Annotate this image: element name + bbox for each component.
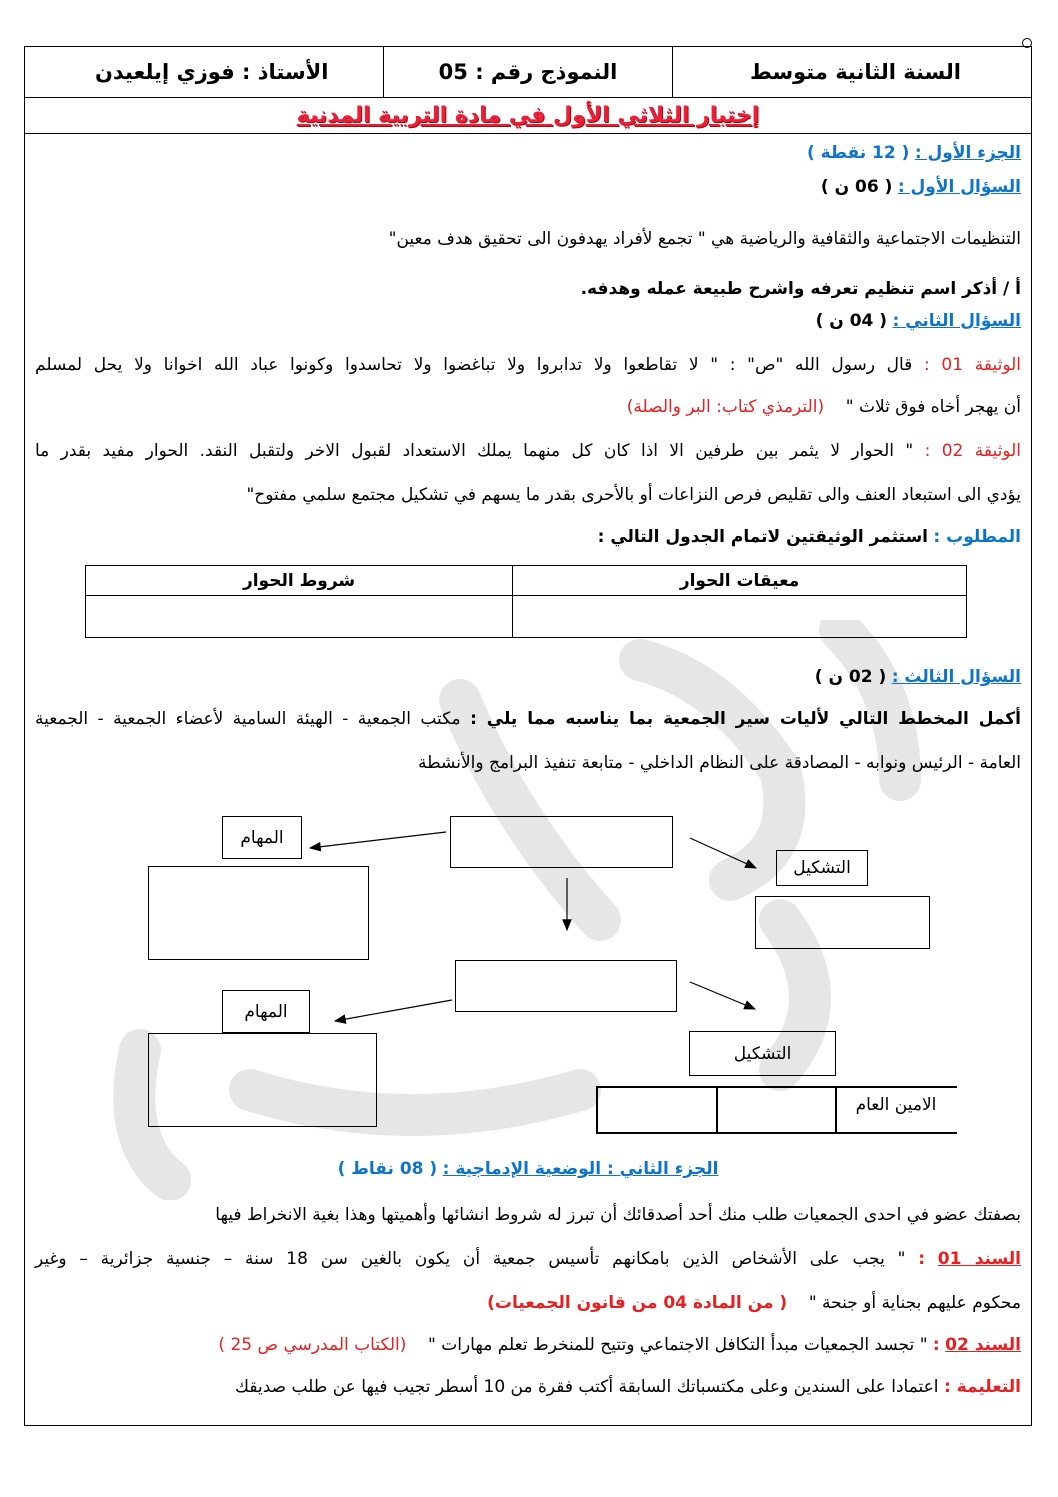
- q3-heading: السؤال الثالث :: [891, 667, 1021, 687]
- q3-points: ( 02 ن ): [814, 667, 887, 687]
- s2-label: السند 02: [945, 1335, 1021, 1355]
- doc1-label: الوثيقة 01 :: [924, 355, 1022, 375]
- teacher-cell: الأستاذ : فوزي إيلعيدن: [95, 60, 329, 84]
- diagram-tasks-label-2: المهام: [222, 990, 310, 1033]
- model-cell: النموذج رقم : 05: [383, 47, 672, 97]
- diagram-tasks-label-1: المهام: [222, 816, 302, 859]
- diagram-formation-label-2: التشكيل: [689, 1031, 836, 1076]
- s1-line1: السند 01 : " يجب على الأشخاص الذين بامكانهم تأسيس جمعية أن يكون بالغين سن 18 سنة – جنسية جزائرية – وغير: [35, 1249, 1021, 1269]
- instruction-label: التعليمة :: [943, 1377, 1021, 1397]
- doc2-text1: " الحوار لا يثمر بين طرفين الا اذا كان كل منهما يملك الاستعداد لقبول الاخر ولتقبل النقد. الحوار مفيد بقدر ما: [35, 441, 914, 461]
- doc1-text1: قال رسول الله "ص" : " لا تقاطعوا ولا تدابروا ولا تباغضوا ولا تحاسدوا وكونوا عباد الله اخوانا ولا يحل لمسلم: [35, 355, 913, 375]
- doc2-label: الوثيقة 02 :: [924, 441, 1021, 461]
- requirement-text: استثمر الوثيقتين لاتمام الجدول التالي :: [597, 527, 929, 547]
- q1-points: ( 06 ن ): [820, 177, 893, 197]
- arrow-top-to-tasks: [310, 832, 446, 848]
- secretary-general-label: الامين العام: [855, 1095, 937, 1115]
- instruction-text: اعتمادا على السندين وعلى مكتسباتك السابقة أكتب فقرة من 10 أسطر تجيب فيها عن طلب صديقك: [235, 1377, 939, 1397]
- q1-task: أ / أذكر اسم تنظيم تعرفه واشرح طبيعة عمله وهدفه.: [580, 279, 1021, 299]
- table-header-obstacles: معيقات الحوار: [513, 566, 967, 596]
- part1-heading: الجزء الأول :: [914, 143, 1021, 163]
- q3-task: أكمل المخطط التالي لأليات سير الجمعية بما يناسبه مما يلي :: [470, 709, 1022, 729]
- part1-points: ( 12 نقطة ): [806, 143, 910, 163]
- q2-points: ( 04 ن ): [815, 311, 888, 331]
- s1-text1: " يجب على الأشخاص الذين بامكانهم تأسيس جمعية أن يكون بالغين سن 18 سنة – جنسية جزائرية – وغير: [35, 1249, 906, 1269]
- q1-text: التنظيمات الاجتماعية والثقافية والرياضية هي " تجمع لأفراد يهدفون الى تحقيق هدف معين": [388, 229, 1021, 249]
- q1-heading: السؤال الأول :: [897, 177, 1021, 197]
- s2-source: (الكتاب المدرسي ص 25 ): [218, 1335, 407, 1355]
- doc1-source: (الترمذي كتاب: البر والصلة): [626, 397, 825, 417]
- s1-source: ( من المادة 04 من قانون الجمعيات): [487, 1293, 788, 1313]
- level-cell: السنة الثانية متوسط: [672, 47, 1031, 97]
- arrow-middle-to-tasks: [335, 1000, 452, 1021]
- s2-text: " تجسد الجمعيات مبدأ التكافل الاجتماعي وتتيح للمنخرط تعلم مهارات ": [428, 1335, 928, 1355]
- requirement-label: المطلوب :: [933, 527, 1021, 547]
- diagram-formation-label-1: التشكيل: [776, 850, 868, 886]
- q3-options-1: مكتب الجمعية - الهيئة السامية لأعضاء الجمعية - الجمعية: [35, 709, 461, 729]
- doc1-text2: أن يهجر أخاه فوق ثلاث ": [845, 397, 1021, 417]
- doc2-line2: يؤدي الى استبعاد العنف والى تقليص فرص النزاعات أو بالأحرى بقدر ما يسهم في تشكيل مجتمع سلمي مفتوح": [246, 485, 1021, 505]
- q3-options-2: العامة - الرئيس ونوابه - المصادقة على النظام الداخلي - متابعة تنفيذ البرامج والأنشطة: [418, 753, 1021, 773]
- arrow-top-to-formation: [690, 838, 756, 868]
- corner-mark: [1022, 38, 1032, 48]
- part2-intro: بصفتك عضو في احدى الجمعيات طلب منك أحد أصدقائك أن تبرز له شروط انشائها وأهميتها وهذا بغية الانخراط فيها: [215, 1205, 1021, 1225]
- q2-heading: السؤال الثاني :: [892, 311, 1021, 331]
- table-header-conditions: شروط الحوار: [86, 566, 513, 596]
- s2-line: السند 02 : " تجسد الجمعيات مبدأ التكافل الاجتماعي وتتيح للمنخرط تعلم مهارات " (الكتاب المدرسي ص 25 ): [218, 1335, 1021, 1355]
- s1-text2: محكوم عليهم بجناية أو جنحة ": [808, 1293, 1021, 1313]
- exam-title: إختبار الثلاثي الأول في مادة التربية المدنية: [296, 102, 760, 128]
- part2-points: ( 08 نقاط ): [337, 1159, 438, 1179]
- part2-heading: الجزء الثاني : الوضعية الإدماجية :: [442, 1159, 719, 1179]
- arrow-middle-to-formation: [690, 982, 755, 1009]
- s1-label: السند 01: [937, 1249, 1021, 1269]
